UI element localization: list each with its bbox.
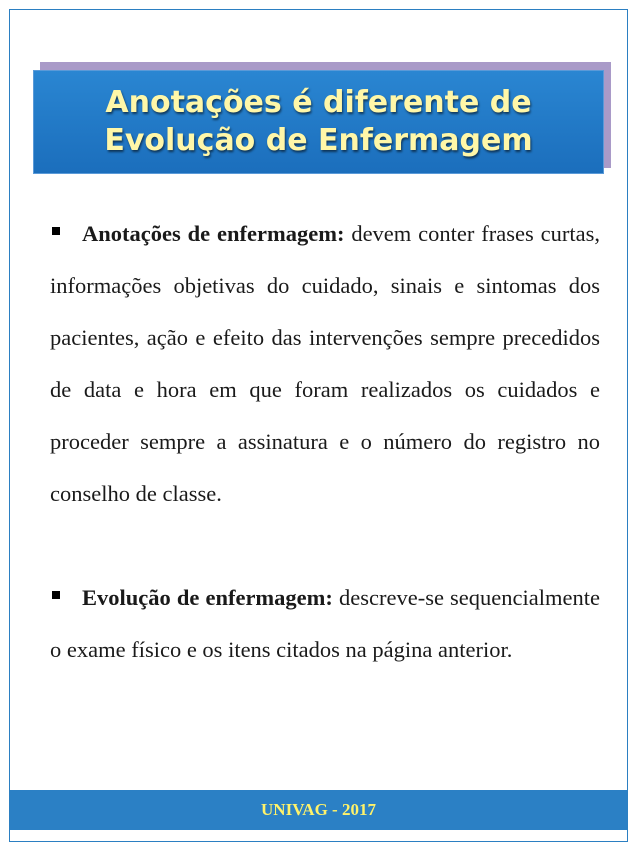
title-line-2: Evolução de Enfermagem — [104, 123, 533, 158]
footer-bar — [10, 790, 627, 830]
footer-text: UNIVAG - 2017 — [261, 800, 376, 819]
square-bullet-icon — [52, 591, 60, 599]
item-term: Anotações de enfermagem: — [82, 221, 345, 246]
item-text: descreve-se sequencialmente o exame físico e os itens citados na página anterior. — [50, 585, 600, 662]
item-term: Evolução de enfermagem: — [82, 585, 333, 610]
square-bullet-icon — [52, 227, 60, 235]
item-text: devem conter frases curtas, informações objetivas do cuidado, sinais e sintomas dos pacientes, ação e efeito das intervenções sempre precedidos de data e hora em que foram realizados os cuidados e proceder sempre a assinatura e o número do registro no conselho de classe. — [50, 221, 600, 506]
bullet-item-evolucao — [50, 572, 600, 676]
title-banner — [33, 70, 604, 174]
bullet-item-anotacoes — [50, 208, 600, 520]
title-line-1: Anotações é diferente de — [105, 85, 532, 120]
content — [50, 208, 600, 676]
